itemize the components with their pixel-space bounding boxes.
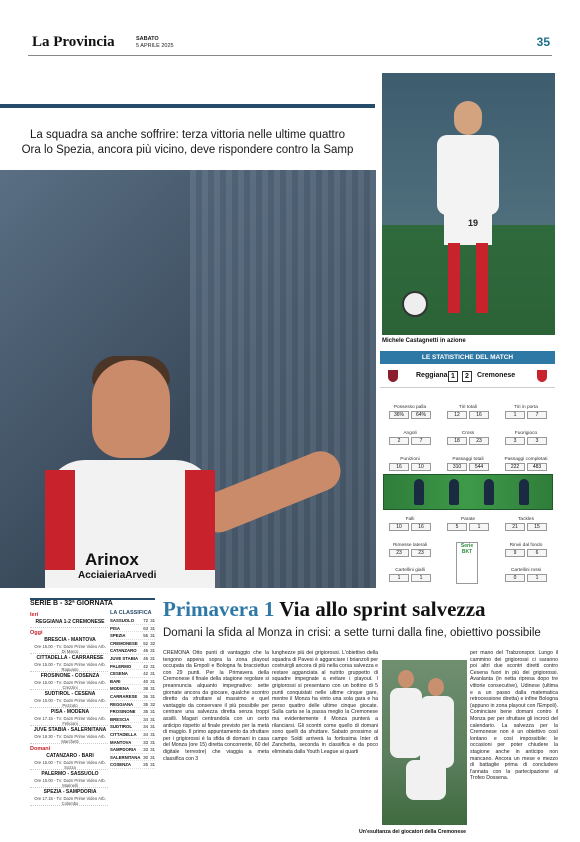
stat-item [499, 567, 553, 582]
player-shorts [406, 760, 446, 800]
stat-item [383, 516, 437, 531]
stat-values [441, 411, 495, 419]
stat-item [383, 542, 437, 557]
stat-values [441, 463, 495, 471]
stat-home-value: 310 [447, 463, 467, 471]
stat-values [499, 411, 553, 419]
newspaper-logo: La Provincia [32, 34, 115, 50]
table-row [110, 640, 155, 648]
stat-home-value: 21 [505, 523, 525, 531]
stat-label: Angoli [403, 431, 417, 436]
table-team: PISA [110, 625, 121, 631]
masthead [28, 30, 552, 56]
section-bar [0, 104, 375, 108]
stat-item [499, 516, 553, 531]
kicker-line-2: Ora lo Spezia, ancora più vicino, deve rispondere contro la Samp [21, 144, 354, 156]
table-team: BRESCIA [110, 716, 130, 722]
table-games: 31 [150, 686, 155, 692]
league-table [110, 610, 155, 769]
table-team: MODENA [110, 686, 130, 692]
table-games: 31 [150, 693, 155, 699]
table-points: 38 [143, 686, 148, 692]
player-head [398, 670, 414, 688]
table-team: SUDTIROL [110, 724, 132, 730]
player-leg [476, 243, 488, 313]
fixture-row [30, 636, 108, 654]
table-team: CREMONESE [110, 640, 138, 646]
scoreline [380, 364, 555, 388]
table-team: CATANZARO [110, 648, 137, 654]
stat-values [441, 523, 495, 531]
article-column-3: per mano del Trabzonspor. Lungo il cammino dei grigiorossi ci saranno poi altri due scontri diretti contro Cesena fuori in più dei grigiorossi. Avanlanta (in netta ripresa dopo tre vittorie consecutive), Udinese (ultima e a un passo dalla matematica retrocessione diretta) e infine Bologna (appuno in zona playout con l'Empoli). Cominciare bene domani contro il Monza per per sfruttare gli incroci del calendario. La salvezza per la Cremonese non è un obiettivo così lontano e così impossibile: le occasioni per poter chiudere la stagione anche in anticipo non mancano. Ancora un mese e mezzo di battaglie prima di concludere l'annata con la partecipazione al Trofeo Dossena. [470, 650, 558, 782]
table-team: CESENA [110, 671, 128, 677]
player-head [454, 101, 482, 135]
team-photo-caption: Un'esultanza dei giocatori della Cremonese [358, 829, 466, 835]
jersey-stripe [185, 470, 215, 570]
table-row [110, 708, 155, 716]
fixture-info: Ore 15.00 - Tv: Dazn Prime Video Arb. Marinelli [34, 778, 106, 788]
fixture-row [30, 618, 108, 628]
headline [163, 597, 558, 623]
table-points: 52 [143, 640, 148, 646]
fixture-match: PISA - MODENA [50, 709, 90, 715]
round-title: SERIE B - 32ª GIORNATA [30, 598, 155, 607]
table-row [110, 761, 155, 769]
table-row [110, 647, 155, 655]
stat-label: Cartellini gialli [395, 568, 425, 573]
stat-item [441, 516, 495, 531]
pitch-graphic [383, 474, 553, 510]
fixture-match: JUVE STABIA - SALERNITANA [33, 727, 107, 733]
player-head [92, 360, 170, 458]
stat-values [383, 463, 437, 471]
table-games: 31 [150, 747, 155, 753]
table-team: FROSINONE [110, 709, 136, 715]
table-points: 46 [143, 648, 148, 654]
player-jersey [420, 696, 454, 768]
table-row [110, 739, 155, 747]
serie-bkt-logo: Serie BKT [456, 542, 478, 584]
stat-label: Rinvii dal fondo [509, 543, 543, 548]
stat-home-value: 18 [447, 437, 467, 445]
stat-item [383, 404, 437, 419]
stat-home-value: 9 [505, 549, 525, 557]
table-row [110, 678, 155, 686]
table-team: CARRARESE [110, 693, 138, 699]
stat-values [499, 574, 553, 582]
stat-values [499, 549, 553, 557]
fixture-section-label: Oggi [30, 630, 43, 636]
table-games: 31 [150, 762, 155, 768]
fixture-row [30, 654, 108, 672]
home-score: 1 [448, 371, 458, 382]
player-silhouette-icon [449, 479, 459, 505]
table-team: BARI [110, 678, 121, 684]
stat-values [441, 437, 495, 445]
fixture-info: Ore 17.15 - Tv: Dazn Prime Video Arb. Colombo [34, 796, 106, 806]
stat-label: Parate [460, 517, 476, 522]
table-team: CITTADELLA [110, 731, 137, 737]
table-points: 72 [143, 618, 148, 623]
table-games: 31 [150, 716, 155, 722]
stat-label: Possesso palla [393, 405, 427, 410]
table-row [110, 731, 155, 739]
stat-label: Falli [405, 517, 415, 522]
stat-home-value: 222 [505, 463, 525, 471]
team-photo [382, 660, 467, 825]
stat-label: Passaggi completati [504, 457, 548, 462]
stat-away-value: 10 [411, 463, 431, 471]
stat-item [383, 567, 437, 582]
stat-item [383, 430, 437, 445]
table-games: 31 [150, 739, 155, 745]
fixture-row [30, 788, 108, 806]
stat-label: Tackles [518, 517, 534, 522]
stat-home-value: 36% [389, 411, 409, 419]
table-points: 42 [143, 663, 148, 669]
fixture-info: Ore 15.00 - Tv: Dazn Prime Video Arb. Rapuano [34, 662, 106, 672]
table-games: 31 [150, 648, 155, 654]
stat-away-value: 7 [411, 437, 431, 445]
table-row [110, 655, 155, 663]
table-games: 31 [150, 655, 155, 661]
fixture-row [30, 752, 108, 770]
stat-away-value: 7 [527, 411, 547, 419]
stat-item [441, 456, 495, 471]
away-score: 2 [462, 371, 472, 382]
stat-values [383, 574, 437, 582]
jersey-sponsor-sub: AcciaieriaArvedi [78, 570, 157, 581]
table-team: REGGIANA [110, 701, 134, 707]
stat-item [499, 404, 553, 419]
stat-away-value: 544 [469, 463, 489, 471]
table-games: 31 [150, 754, 155, 760]
table-team: SAMPDORIA [110, 747, 137, 753]
player-jersey [390, 688, 422, 758]
side-photo-caption: Michele Castagnetti in azione [382, 338, 466, 344]
issue-date [136, 36, 174, 50]
fixture-match: PALERMO - SASSUOLO [41, 771, 99, 777]
stat-item [383, 456, 437, 471]
fixture-match: CITTADELLA - CARRARESE [36, 655, 104, 661]
stat-label: Tiri totali [459, 405, 477, 410]
page-number: 35 [536, 35, 550, 49]
article-column-1: CREMONA Otto punti di vantaggio che la tengono appena sopra la zona playout occupata da Empoli e Bologna fa bracciettuo con 29 punti. Per la Primavera della Cremonese il finale della stagione regolare si preannuncia alquanto impegnativo: sette giornate ancora da giocare, qualche scontro diretto da sfruttare al massimo e quel vantaggio da conservare il più possibile per centrare una salvezza diretta senza troppi assilli. Magari centrandola con un certo anticipo rispetto al finale previsto per la metà di maggio. Il primo appuntamento da sfruttare per i grigiorossi è la sfida di domani in casa del Monza (ore 15) diretta concorrente, 60 del digitale terrestre) che viaggia a meta classifica con 3 [163, 650, 269, 762]
table-games: 32 [150, 701, 155, 707]
table-points: 46 [143, 655, 148, 661]
fixture-info: Ore 19.30 - Tv: Dazn Prime Video Arb. Marchetti [34, 734, 106, 744]
stat-values [383, 523, 437, 531]
fixture-match: SUDTIROL - CESENA [44, 691, 96, 697]
headline-prefix: Primavera 1 [163, 597, 275, 621]
main-photo [0, 170, 376, 588]
stat-label: Rimesse laterali [392, 543, 428, 548]
stat-home-value: 0 [505, 574, 525, 582]
table-points: 34 [143, 724, 148, 730]
stat-away-value: 483 [527, 463, 547, 471]
fixture-info: Ore 17.15 - Tv: Dazn Prime Video Arb. Feliciani [34, 716, 106, 726]
fixture-info: Ore 15.00 - Tv: Dazn Prime Video Arb. Di Marco [34, 644, 106, 654]
stat-item [441, 430, 495, 445]
stat-away-value: 1 [469, 523, 489, 531]
headline-main: Via allo sprint salvezza [279, 597, 486, 621]
stat-values [383, 549, 437, 557]
stats-title: LE STATISTICHE DEL MATCH [380, 351, 555, 364]
table-games: 31 [150, 671, 155, 677]
fixture-info: Ore 15.00 - Tv: Dazn Prime Video Arb. Sozza [34, 760, 106, 770]
fixture-section-label: Domani [30, 746, 51, 752]
side-photo [382, 73, 555, 335]
stat-item [499, 430, 553, 445]
table-row [110, 632, 155, 640]
stat-values [383, 437, 437, 445]
fixture-row [30, 770, 108, 788]
table-row [110, 685, 155, 693]
table-points: 55 [143, 633, 148, 639]
table-row [110, 701, 155, 709]
stat-away-value: 64% [411, 411, 431, 419]
kicker [0, 128, 375, 158]
kicker-line-1: La squadra sa anche soffrire: terza vittoria nelle ultime quattro [30, 129, 345, 141]
table-team: SASSUOLO [110, 618, 135, 623]
fixtures-list [30, 610, 108, 806]
table-games: 31 [150, 731, 155, 737]
stat-item [499, 542, 553, 557]
stat-values [383, 411, 437, 419]
fixture-section-label: Ieri [30, 612, 39, 618]
table-row [110, 693, 155, 701]
player-jersey [437, 135, 499, 215]
table-points: 35 [143, 701, 148, 707]
stat-label: Cartellini rossi [510, 568, 542, 573]
fixture-match: REGGIANA 1-2 CREMONESE [35, 619, 105, 625]
stat-away-value: 1 [411, 574, 431, 582]
stat-home-value: 12 [447, 411, 467, 419]
table-games: 31 [150, 618, 155, 623]
table-games: 31 [150, 678, 155, 684]
stat-item [499, 456, 553, 471]
table-points: 33 [143, 747, 148, 753]
stat-home-value: 1 [505, 411, 525, 419]
table-team: MANTOVA [110, 739, 132, 745]
table-row [110, 625, 155, 633]
table-games: 31 [150, 625, 155, 631]
stat-away-value: 16 [469, 411, 489, 419]
stat-home-value: 3 [505, 437, 525, 445]
table-games: 31 [150, 633, 155, 639]
fixture-row [30, 672, 108, 690]
table-points: 40 [143, 678, 148, 684]
stat-values [499, 523, 553, 531]
fixture-info: Ore 15.00 - Tv: Dazn Prime Video Arb. Pezzuto [34, 698, 106, 708]
stat-away-value: 3 [527, 437, 547, 445]
shirt-number: 19 [468, 218, 479, 228]
stat-away-value: 23 [411, 549, 431, 557]
table-title: LA CLASSIFICA [110, 610, 152, 616]
stat-label: Fuorigioco [514, 431, 538, 436]
player-silhouette-icon [519, 479, 529, 505]
stat-home-value: 1 [389, 574, 409, 582]
issue-date-text: 5 APRILE 2025 [136, 43, 174, 49]
stat-item [441, 404, 495, 419]
table-row [110, 663, 155, 671]
stat-away-value: 23 [469, 437, 489, 445]
stat-away-value: 6 [527, 549, 547, 557]
fixture-match: FROSINONE - COSENZA [40, 673, 100, 679]
table-team: SPEZIA [110, 633, 126, 639]
fixture-row [30, 708, 108, 726]
table-points: 35 [143, 709, 148, 715]
table-row [110, 723, 155, 731]
stat-label: Passaggi totali [452, 457, 484, 462]
table-games: 31 [150, 709, 155, 715]
player-silhouette-icon [414, 479, 424, 505]
table-row [110, 746, 155, 754]
table-team: PALERMO [110, 663, 132, 669]
stat-home-value: 10 [389, 523, 409, 531]
fixture-row [30, 690, 108, 708]
stat-values [499, 463, 553, 471]
table-points: 33 [143, 739, 148, 745]
stat-values [499, 437, 553, 445]
fixture-match: SPEZIA - SAMPDORIA [43, 789, 97, 795]
table-team: COSENZA [110, 762, 132, 768]
football-icon [402, 291, 428, 317]
away-team: Cremonese [477, 372, 516, 379]
reggiana-crest-icon [388, 370, 398, 382]
table-points: 34 [143, 731, 148, 737]
table-row [110, 617, 155, 625]
table-row [110, 754, 155, 762]
table-games: 31 [150, 724, 155, 730]
jersey-stripe [45, 470, 75, 570]
stat-label: Punizioni [400, 457, 420, 462]
jersey-sponsor: Arinox [85, 550, 139, 569]
player-head [428, 678, 444, 696]
standings-panel [30, 598, 155, 836]
table-row [110, 716, 155, 724]
stat-home-value: 23 [389, 549, 409, 557]
table-points: 30 [143, 754, 148, 760]
table-games: 32 [150, 640, 155, 646]
table-games: 31 [150, 663, 155, 669]
stat-label: Tiri in porta [514, 405, 538, 410]
stat-home-value: 2 [389, 437, 409, 445]
table-points: 42 [143, 671, 148, 677]
fixture-match: BRESCIA - MANTOVA [44, 637, 96, 643]
article-column-2: lunghezze più dei grigiorossi. L'obiettivo della squadra di Pavesi è agganciare i brianzoli per costruirgli ancora di più nella corsa salvezza e restare agganciata al nutrito gruppetto di squadre impegnate a evitare i playout. I grigiorossi si presentano con un bottino di 5 punti conquistati nelle ultime cinque gare, mentre il Monza ha vinto una sola gara e ha perso quattro delle ultime cinque giocate. Sulla carta se la passa meglio la Cremonese ma evidentemente il Monza punterà a rilanciarsi. Gli scontri come quello di domani sono quelli da sfruttare. Sabato prossimo al campo Soldi arriverà la fortissima Inter di Zanchetta, seconda in classifica e da poco eliminata dalla Youth League ai quarti [272, 650, 378, 755]
table-team: JUVE STABIA [110, 655, 139, 661]
stat-home-value: 5 [447, 523, 467, 531]
table-team: SALERNITANA [110, 754, 141, 760]
stat-away-value: 15 [527, 523, 547, 531]
table-points: 25 [143, 762, 148, 768]
table-points: 36 [143, 693, 148, 699]
fixture-match: CATANZARO - BARI [46, 753, 94, 759]
table-row [110, 670, 155, 678]
stat-home-value: 16 [389, 463, 409, 471]
stat-away-value: 16 [411, 523, 431, 531]
cremonese-crest-icon [537, 370, 547, 382]
fixture-row [30, 726, 108, 744]
player-leg [448, 243, 460, 313]
table-points: 63 [143, 625, 148, 631]
issue-day: SABATO [136, 36, 159, 42]
player-silhouette-icon [484, 479, 494, 505]
stat-away-value: 1 [527, 574, 547, 582]
home-team: Reggiana [416, 372, 448, 379]
deck: Domani la sfida al Monza in crisi: a sette turni dalla fine, obiettivo possibile [163, 627, 541, 639]
table-points: 34 [143, 716, 148, 722]
fixture-info: Ore 15.00 - Tv: Dazn Prime Video Arb. Crezzini [34, 680, 106, 690]
stat-label: Cross [461, 431, 475, 436]
